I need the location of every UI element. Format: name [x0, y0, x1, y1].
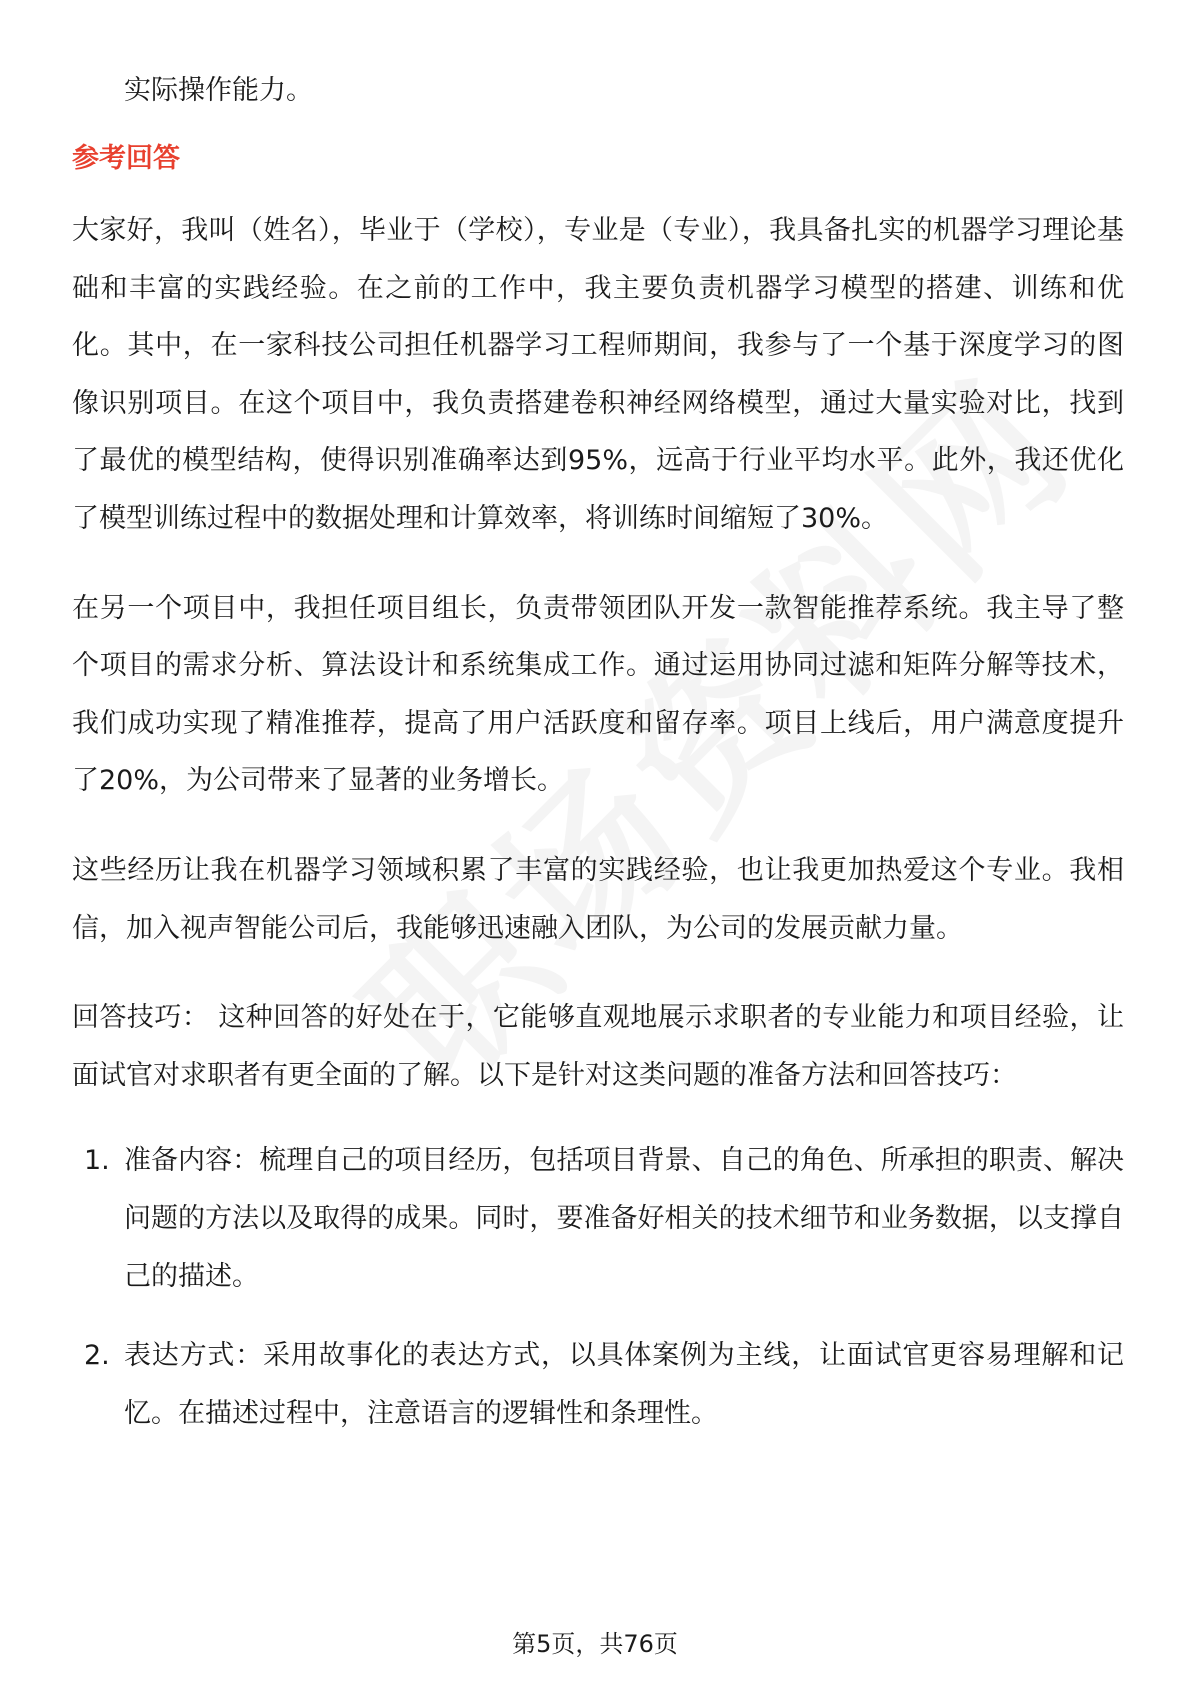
list-item-number: 2.: [84, 1340, 110, 1372]
answer-paragraph-2: 在另一个项目中，我担任项目组长，负责带领团队开发一款智能推荐系统。我主导了整个项目的需求分析、算法设计和系统集成工作。通过运用协同过滤和矩阵分解等技术，我们成功实现了精准推荐，提高了用户活跃度和留存率。项目上线后，用户满意度提升了20%，为公司带来了显著的业务增长。: [72, 592, 1124, 797]
page-content: [72, 62, 1124, 1464]
list-item-text: 准备内容：梳理自己的项目经历，包括项目背景、自己的角色、所承担的职责、解决问题的方法以及取得的成果。同时，要准备好相关的技术细节和业务数据，以支撑自己的描述。: [124, 1145, 1124, 1292]
list-item-text: 表达方式：采用故事化的表达方式，以具体案例为主线，让面试官更容易理解和记忆。在描述过程中，注意语言的逻辑性和条理性。: [124, 1340, 1124, 1429]
tips-list-item: [72, 1132, 1124, 1305]
tips-list: [72, 1132, 1124, 1442]
answer-paragraph-3: 这些经历让我在机器学习领域积累了丰富的实践经验，也让我更加热爱这个专业。我相信，加入视声智能公司后，我能够迅速融入团队，为公司的发展贡献力量。: [72, 854, 1124, 944]
answer-paragraph-1: 大家好，我叫（姓名），毕业于（学校），专业是（专业），我具备扎实的机器学习理论基础和丰富的实践经验。在之前的工作中，我主要负责机器学习模型的搭建、训练和优化。其中，在一家科技公司担任机器学习工程师期间，我参与了一个基于深度学习的图像识别项目。在这个项目中，我负责搭建卷积神经网络模型，通过大量实验对比，找到了最优的模型结构，使得识别准确率达到95%，远高于行业平均水平。此外，我还优化了模型训练过程中的数据处理和计算效率，将训练时间缩短了30%。: [72, 215, 1124, 534]
tips-intro-paragraph: 回答技巧： 这种回答的好处在于，它能够直观地展示求职者的专业能力和项目经验，让面试官对求职者有更全面的了解。以下是针对这类问题的准备方法和回答技巧：: [72, 1002, 1124, 1091]
list-item-number: 1.: [84, 1145, 110, 1177]
answer-heading: 参考回答: [72, 143, 180, 174]
page-footer: 第5页，共76页: [512, 1630, 678, 1658]
continued-text: 实际操作能力。: [124, 75, 313, 106]
tips-list-item: [72, 1327, 1124, 1442]
